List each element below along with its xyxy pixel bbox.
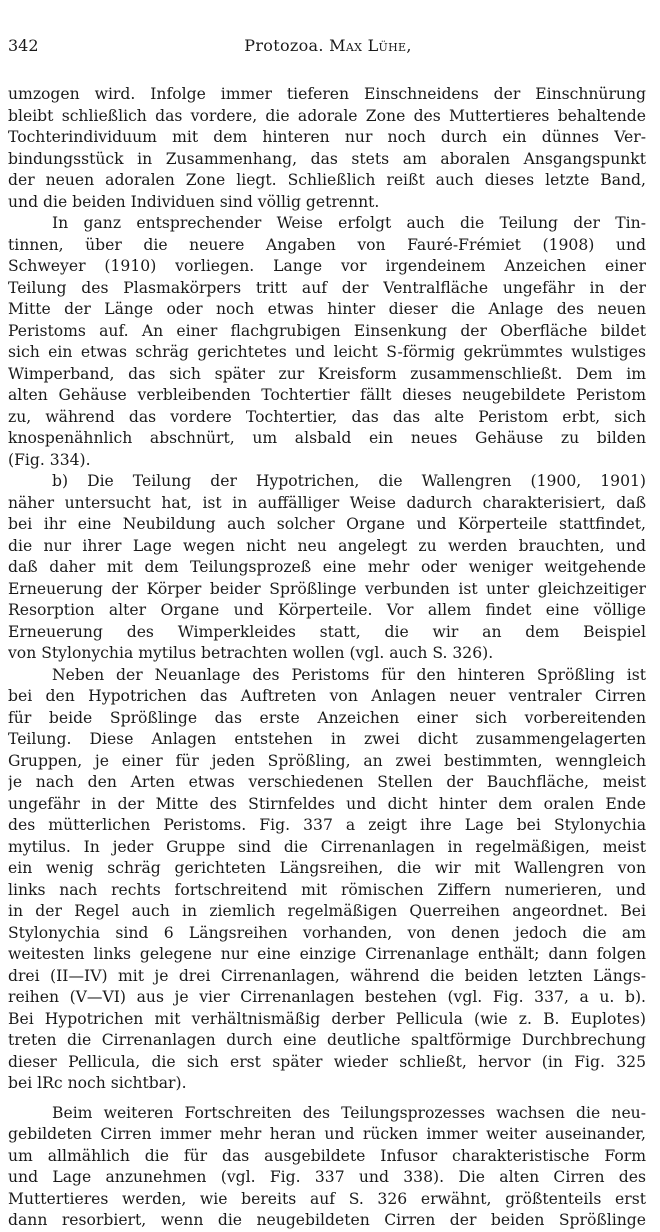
text-line: Stylonychia sind 6 Längsreihen vorhanden, von denen jedoch die am [8,923,646,942]
text-line: dieser Pellicula, die sich erst später wieder schließt, hervor (in Fig. 325 [8,1052,646,1071]
text-line: Resorption alter Organe und Körperteile. Vor allem findet eine völlige [8,601,646,619]
running-head-title: Protozoa. [244,36,324,55]
text-line: reihen (V—VI) aus je vier Cirrenanlagen bestehen (vgl. Fig. 337, a u. b). [8,988,646,1006]
text-line: sich ein etwas schräg gerichtetes und leicht S-förmig gekrümmtes wulstiges [8,343,646,361]
text-line: tinnen, über die neuere Angaben von Fauré-Frémiet (1908) und [8,235,646,254]
text-line: Mitte der Länge oder noch etwas hinter dieser die Anlage des neuen [8,300,646,318]
running-head [8,36,648,55]
text-line: knospenähnlich abschnürt, um alsbald ein neues Gehäuse zu bilden [8,429,646,447]
text-line: bei ihr eine Neubildung auch solcher Organe und Körperteile stattfindet, [8,515,646,533]
text-line: je nach den Arten etwas verschiedenen Stellen der Bauchfläche, meist [8,773,646,791]
text-line: (Fig. 334). [8,450,91,469]
text-line: alten Gehäuse verbleibenden Tochtertier fällt dieses neugebildete Peristom [8,386,646,404]
paragraph-gap [8,1095,646,1103]
text-line: treten die Cirrenanlagen durch eine deutliche spaltförmige Durchbrechung [8,1031,646,1049]
text-line: näher untersucht hat, ist in auffälliger Weise dadurch charakterisiert, daß [8,493,646,512]
text-line: weitesten links gelegene nur eine einzige Cirrenanlage enthält; dann folgen [8,945,646,963]
text-line: und Lage anzunehmen (vgl. Fig. 337 und 338). Die alten Cirren des [8,1168,646,1186]
text-line: Muttertieres werden, wie bereits auf S. 326 erwähnt, größtenteils erst [8,1189,646,1208]
running-head-author: Max Lühe, [329,36,412,55]
text-line: um allmählich die für das ausgebildete Infusor charakteristische Form [8,1146,646,1165]
text-line: dann resorbiert, wenn die neugebildeten Cirren der beiden Sprößlinge [8,1211,646,1229]
text-line: b) Die Teilung der Hypotrichen, die Wallengren (1900, 1901) [52,472,646,490]
body-text [8,84,646,1232]
text-line: der neuen adoralen Zone liegt. Schließlich reißt auch dieses letzte Band, [8,171,646,189]
text-line: Teilung des Plasmakörpers tritt auf der Ventralfläche ungefähr in der [8,278,646,297]
page-header [8,36,648,58]
text-line: Teilung. Diese Anlagen entstehen in zwei dicht zusammengelagerten [8,730,646,748]
text-line: Schweyer (1910) vorliegen. Lange vor irgendeinem Anzeichen einer [8,257,646,275]
text-line: von Stylonychia mytilus betrachten wollen (vgl. auch S. 326). [8,644,494,662]
text-line: Peristoms auf. An einer flachgrubigen Einsenkung der Oberfläche bildet [8,321,646,340]
text-line: mytilus. In jeder Gruppe sind die Cirrenanlagen in regelmäßigen, meist [8,837,646,856]
text-line: drei (II—IV) mit je drei Cirrenanlagen, während die beiden letzten Längs- [8,966,646,985]
text-line: für beide Sprößlinge das erste Anzeichen einer sich vorbereitenden [8,708,646,727]
text-line: In ganz entsprechender Weise erfolgt auch die Teilung der Tin- [52,214,646,232]
text-line: umzogen wird. Infolge immer tieferen Einschneidens der Einschnürung [8,85,646,103]
text-line: Wimperband, das sich später zur Kreisform zusammenschließt. Dem im [8,364,646,383]
text-line: Tochterindividuum mit dem hinteren nur noch durch ein dünnes Ver- [8,128,646,146]
text-line: gebildeten Cirren immer mehr heran und rücken immer weiter auseinander, [8,1125,646,1143]
text-line: bei den Hypotrichen das Auftreten von Anlagen neuer ventraler Cirren [8,687,646,705]
text-line: ungefähr in der Mitte des Stirnfeldes und dicht hinter dem oralen Ende [8,794,646,813]
text-line: Bei Hypotrichen mit verhältnismäßig derber Pellicula (wie z. B. Euplotes) [8,1009,646,1028]
text-line: zu, während das vordere Tochtertier, das das alte Peristom erbt, sich [8,407,646,426]
text-line: bindungsstück in Zusammenhang, das stets am aboralen Ansgangspunkt [8,149,646,168]
text-line: Erneuerung des Wimperkleides statt, die wir an dem Beispiel [8,622,646,641]
text-line: bei lRc noch sichtbar). [8,1074,187,1092]
text-line: Erneuerung der Körper beider Sprößlinge verbunden ist unter gleichzeitiger [8,579,646,598]
text-line: links nach rechts fortschreitend mit römischen Ziffern numerieren, und [8,880,646,899]
text-line: ein wenig schräg gerichteten Längsreihen, die wir mit Wallengren von [8,859,646,877]
page-number: 342 [8,36,39,55]
text-line: Beim weiteren Fortschreiten des Teilungsprozesses wachsen die neu- [52,1103,646,1122]
text-line: die nur ihrer Lage wegen nicht neu angelegt zu werden brauchten, und [8,536,646,555]
text-line: daß daher mit dem Teilungsprozeß eine mehr oder weniger weitgehende [8,558,646,576]
text-line: bleibt schließlich das vordere, die adorale Zone des Muttertieres behaltende [8,106,646,125]
text-line: und die beiden Individuen sind völlig getrennt. [8,192,380,211]
text-line: des mütterlichen Peristoms. Fig. 337 a zeigt ihre Lage bei Stylonychia [8,816,646,834]
text-line: in der Regel auch in ziemlich regelmäßigen Querreihen angeordnet. Bei [8,902,646,920]
text-line: Neben der Neuanlage des Peristoms für den hinteren Sprößling ist [52,665,646,684]
text-line: Gruppen, je einer für jeden Sprößling, an zwei bestimmten, wenngleich [8,751,646,770]
